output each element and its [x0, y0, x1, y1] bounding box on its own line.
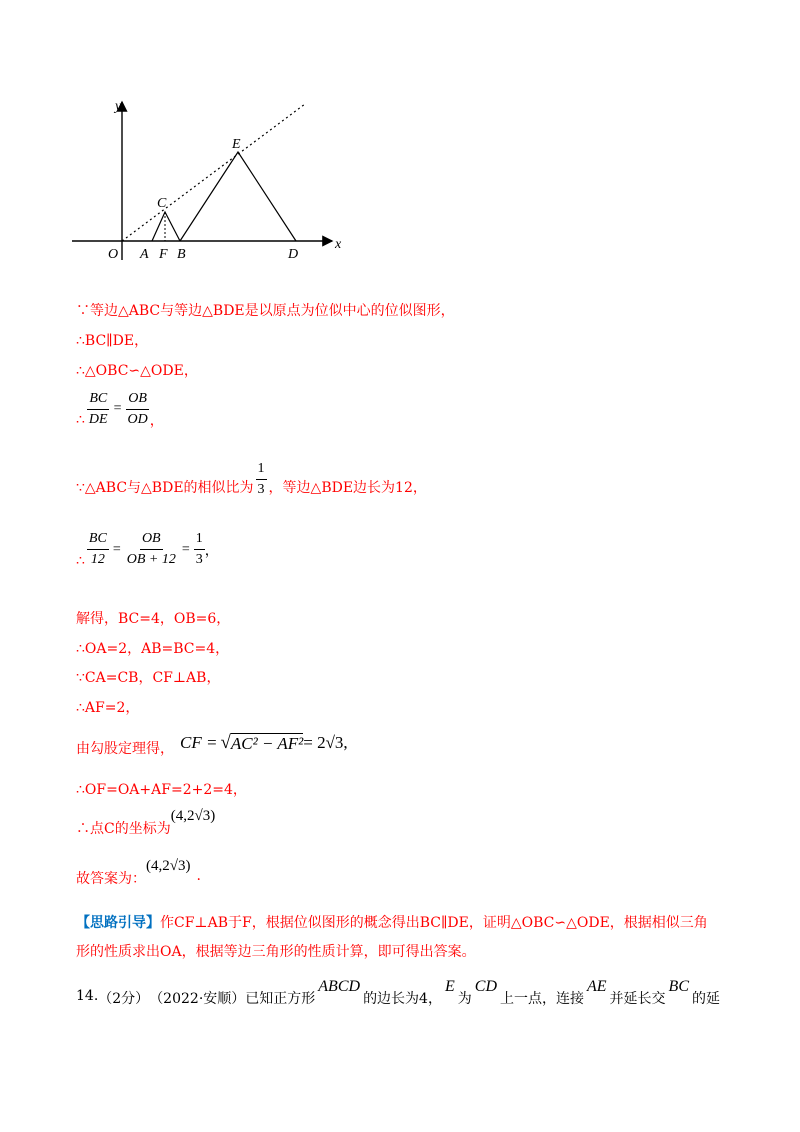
hint-line-1	[76, 912, 708, 932]
math-bc: BC	[668, 978, 689, 995]
question-text-6: 的延	[692, 991, 720, 1007]
label-c: C	[157, 196, 167, 211]
cf-lhs: CF =	[180, 733, 218, 752]
period: .	[196, 868, 201, 884]
line-9: ∵CA=CB，CF⊥AB，	[76, 670, 221, 686]
triangle-bde	[180, 152, 296, 241]
coordinate-c: (4,2√3)	[170, 808, 216, 824]
line-5-text-a: ∵△ABC与△BDE的相似比为	[76, 480, 254, 496]
fraction-numerator: OB	[126, 390, 149, 410]
question-14	[76, 978, 720, 1008]
fraction-denominator: 3	[257, 482, 265, 497]
line-13-text: ∴点C的坐标为	[76, 821, 171, 837]
comma: ，	[204, 542, 219, 559]
line-14-text: 故答案为：	[76, 871, 146, 887]
fraction-numerator: OB	[140, 530, 163, 550]
math-e: E	[444, 978, 455, 995]
label-a: A	[140, 247, 149, 262]
line-11-text: 由勾股定理得，	[76, 741, 174, 757]
label-y: y	[115, 99, 122, 114]
label-d: D	[288, 247, 299, 262]
question-number: 14.	[76, 988, 99, 1004]
fraction-numerator: 1	[194, 530, 205, 550]
fraction-denominator: OB + 12	[126, 552, 176, 567]
triangle-abc	[152, 212, 180, 241]
question-text-4: 上一点，连接	[500, 991, 584, 1007]
fraction-denominator: OD	[127, 411, 148, 427]
math-abcd: ABCD	[318, 978, 361, 995]
fraction-ob-od	[126, 390, 150, 429]
question-text-5: 并延长交	[609, 991, 666, 1007]
line-13	[76, 808, 215, 838]
line-2: ∴BC∥DE，	[76, 333, 149, 349]
fraction-ob-ob-plus-12	[125, 530, 178, 569]
line-6	[76, 530, 219, 569]
line-3: ∴△OBC∽△ODE，	[76, 363, 198, 379]
cf-rhs: = 2√3,	[303, 733, 348, 752]
line-14	[76, 858, 201, 888]
math-cd: CD	[474, 978, 497, 995]
line-5-text-b: ，等边△BDE边长为12，	[268, 480, 427, 496]
equals-sign: =	[113, 401, 122, 416]
label-b: B	[177, 247, 186, 262]
hint-line-2: 形的性质求出OA，根据等边三角形的性质计算，即可得出答案。	[76, 944, 476, 960]
question-text-3: 为	[457, 991, 472, 1007]
fraction-denominator: DE	[88, 411, 108, 427]
label-e: E	[232, 137, 241, 152]
therefore-symbol: ∴	[76, 552, 85, 569]
label-o: O	[108, 247, 119, 262]
question-text-1: 已知正方形	[245, 991, 316, 1007]
fraction-one-third	[194, 530, 205, 569]
fraction-bc-12	[87, 530, 109, 569]
line-12: ∴OF=OA+AF=2+2=4，	[76, 782, 247, 798]
line-8: ∴OA=2，AB=BC=4，	[76, 641, 230, 657]
line-11	[76, 728, 348, 758]
answer-coordinate: (4,2√3)	[146, 858, 191, 874]
line-10: ∴AF=2，	[76, 700, 140, 716]
question-score: （2分）	[98, 991, 150, 1007]
hint-tag: 【思路引导】	[76, 915, 160, 931]
radicand: AC² − AF²	[230, 733, 304, 753]
fraction-one-third	[256, 460, 267, 499]
sqrt-sign: √	[220, 732, 231, 753]
line-5	[76, 460, 427, 499]
fraction-numerator: BC	[87, 530, 109, 550]
fraction-denominator: 3	[195, 552, 203, 567]
comma: ，	[149, 413, 164, 429]
dotted-line-through-origin	[122, 104, 305, 241]
math-ae: AE	[587, 978, 607, 995]
therefore-symbol: ∴	[76, 412, 85, 428]
coordinate-figure	[60, 90, 360, 280]
equals-sign: =	[112, 541, 121, 557]
line-1: ∵等边△ABC与等边△BDE是以原点为位似中心的位似图形，	[76, 303, 455, 319]
hint-text-1: 作CF⊥AB于F，根据位似图形的概念得出BC∥DE，证明△OBC∽△ODE，根据相似三角	[160, 915, 708, 931]
label-f: F	[159, 247, 168, 262]
fraction-numerator: BC	[87, 390, 109, 410]
line-7: 解得，BC=4，OB=6，	[76, 611, 231, 627]
fraction-denominator: 12	[90, 552, 105, 567]
equals-sign: =	[181, 541, 190, 557]
line-4	[76, 388, 164, 430]
question-text-2: 的边长为4，	[363, 991, 442, 1007]
label-x: x	[335, 237, 342, 252]
fraction-numerator: 1	[256, 460, 267, 480]
question-source: （2022·安顺）	[149, 991, 246, 1007]
fraction-bc-de	[87, 390, 110, 429]
